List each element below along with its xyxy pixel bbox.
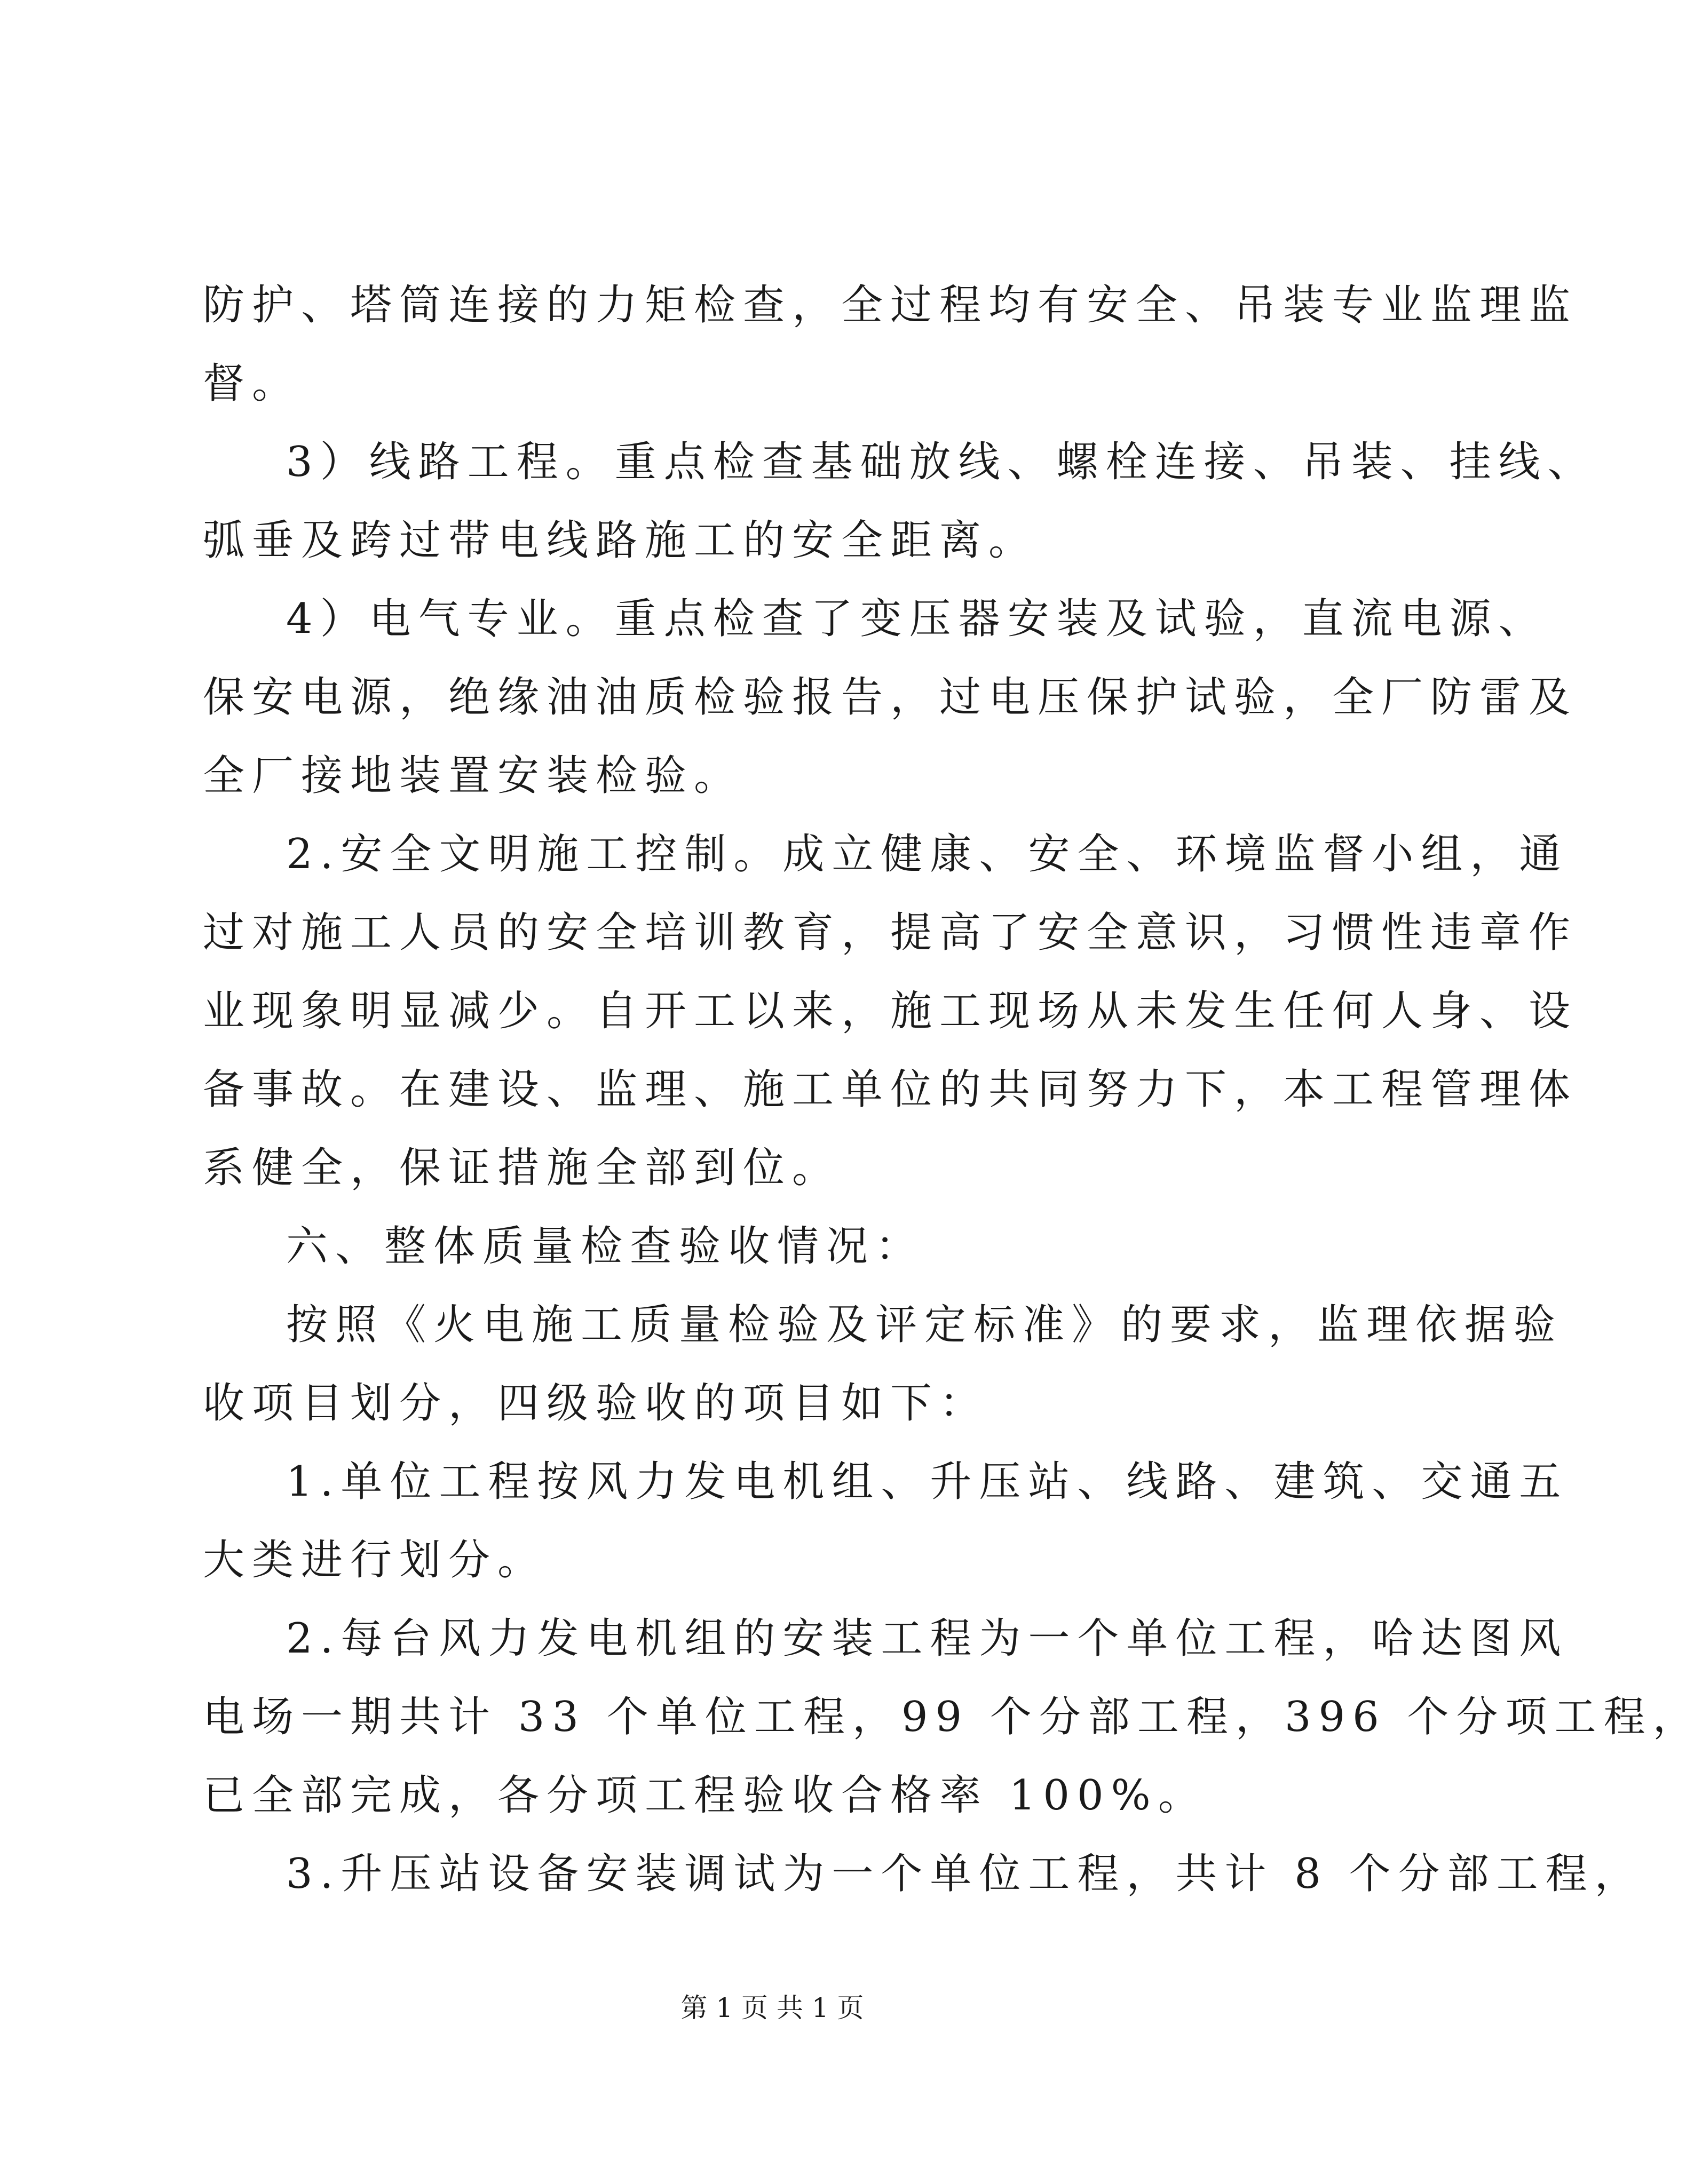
- text-line: 过对施工人员的安全培训教育，提高了安全意识，习惯性违章作: [203, 909, 1578, 957]
- text-line: 防护、塔筒连接的力矩检查，全过程均有安全、吊装专业监理监: [203, 281, 1578, 329]
- section-heading: 六、整体质量检查验收情况：: [286, 1222, 925, 1270]
- text-line: 1.单位工程按风力发电机组、升压站、线路、建筑、交通五: [286, 1458, 1569, 1506]
- text-line: 系健全，保证措施全部到位。: [203, 1144, 842, 1192]
- text-line: 收项目划分，四级验收的项目如下：: [203, 1379, 989, 1427]
- text-line: 2.安全文明施工控制。成立健康、安全、环境监督小组，通: [286, 830, 1569, 878]
- text-line: 4）电气专业。重点检查了变压器安装及试验，直流电源、: [286, 595, 1548, 643]
- text-line: 2.每台风力发电机组的安装工程为一个单位工程，哈达图风: [286, 1615, 1569, 1663]
- text-line: 督。: [203, 360, 302, 408]
- text-line: 保安电源，绝缘油油质检验报告，过电压保护试验，全厂防雷及: [203, 673, 1578, 721]
- text-line: 全厂接地装置安装检验。: [203, 752, 743, 800]
- text-line: 弧垂及跨过带电线路施工的安全距离。: [203, 517, 1038, 565]
- text-line: 电场一期共计 33 个单位工程，99 个分部工程，396 个分项工程，: [203, 1693, 1702, 1741]
- text-line: 3）线路工程。重点检查基础放线、螺栓连接、吊装、挂线、: [286, 438, 1597, 486]
- text-line: 3.升压站设备安装调试为一个单位工程，共计 8 个分部工程，: [286, 1850, 1644, 1898]
- page-footer: 第 1 页 共 1 页: [680, 1992, 864, 2023]
- text-line: 业现象明显减少。自开工以来，施工现场从未发生任何人身、设: [203, 987, 1578, 1035]
- text-line: 大类进行划分。: [203, 1536, 547, 1584]
- text-line: 已全部完成，各分项工程验收合格率 100%。: [203, 1772, 1207, 1820]
- text-line: 备事故。在建设、监理、施工单位的共同努力下，本工程管理体: [203, 1066, 1578, 1114]
- text-line: 按照《火电施工质量检验及评定标准》的要求，监理依据验: [286, 1301, 1563, 1349]
